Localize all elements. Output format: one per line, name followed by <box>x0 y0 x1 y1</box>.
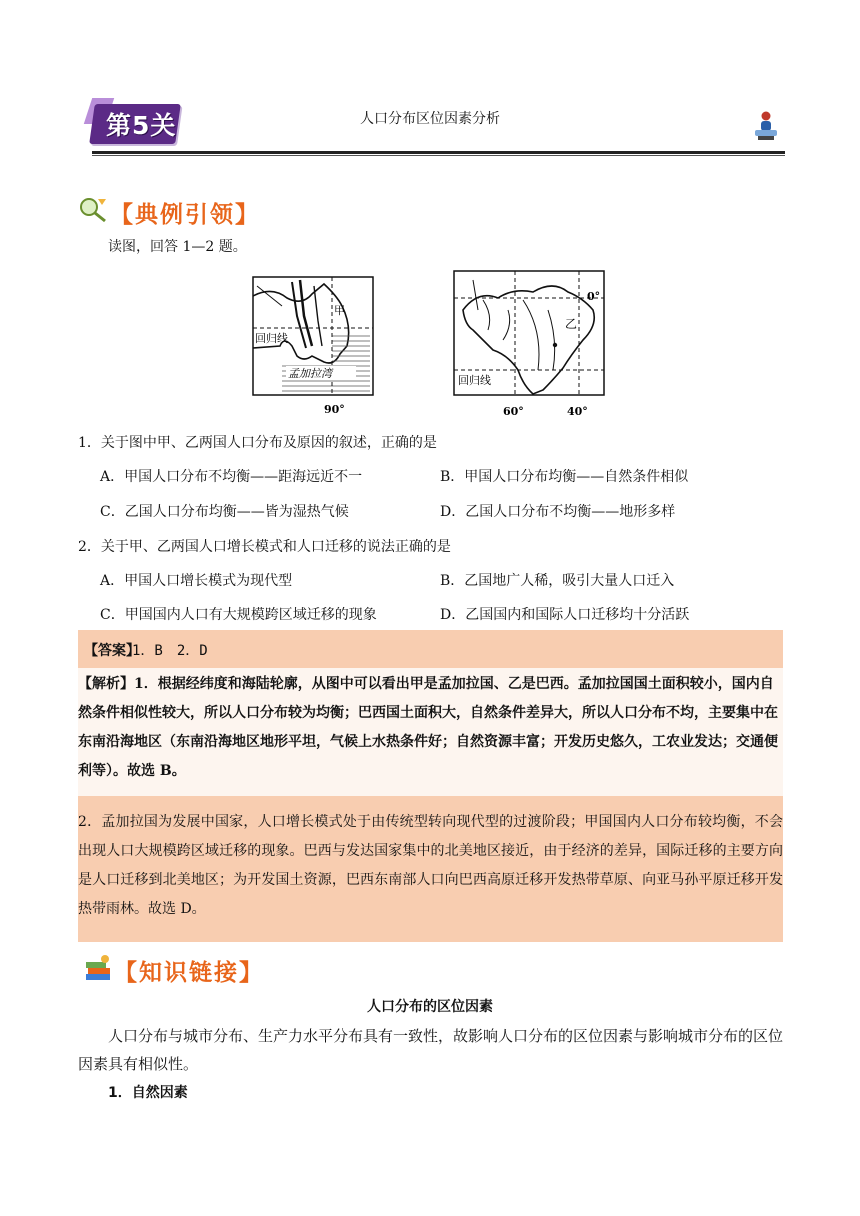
q1-option-a: A．甲国人口分布不均衡——距海远近不一 <box>100 469 363 485</box>
question-1-stem: 1．关于图中甲、乙两国人口分布及原因的叙述，正确的是 <box>78 435 437 451</box>
map2-label-lon1: 60° <box>503 405 524 418</box>
map-brazil <box>453 270 605 420</box>
q2-option-d: D．乙国国内和国际人口迁移均十分活跃 <box>440 607 690 623</box>
books-icon <box>84 954 114 982</box>
map2-label-equator: 0° <box>587 290 601 303</box>
q2-option-c: C．甲国国内人口有大规模跨区域迁移的现象 <box>100 607 377 623</box>
map2-label-country: 乙 <box>565 317 578 331</box>
answer-label: 【答案】 <box>84 643 140 659</box>
map1-label-tropic: 回归线 <box>255 332 288 345</box>
q2-option-b: B．乙国地广人稀，吸引大量人口迁入 <box>440 573 675 589</box>
section-title-examples: 【典例引领】 <box>110 202 260 228</box>
header-rule <box>92 151 785 154</box>
analysis-1 <box>78 670 783 786</box>
analysis-1-text: 1．根据经纬度和海陆轮廓，从图中可以看出甲是孟加拉国、乙是巴西。孟加拉国国土面积较小，国内自然条件相似性较大，所以人口分布较为均衡；巴西国土面积大，自然条件差异大，所以人口分布不均，主要集中在东南沿海地区（东南沿海地区地形平坦，气候上水热条件好；自然资源丰富；开发历史悠久，工农业发达；交通便利等）。故选 B。 <box>78 676 778 779</box>
map2-label-lon2: 40° <box>567 405 588 418</box>
level-badge-text: 第5关 <box>106 111 177 140</box>
knowledge-paragraph: 人口分布与城市分布、生产力水平分布具有一致性，故影响人口分布的区位因素与影响城市分布的区位因素具有相似性。 <box>78 1027 784 1073</box>
header-rule-thin <box>92 155 785 156</box>
knowledge-title: 人口分布的区位因素 <box>367 999 493 1015</box>
q2-option-a: A．甲国人口增长模式为现代型 <box>100 573 293 589</box>
question-2-stem: 2．关于甲、乙两国人口增长模式和人口迁移的说法正确的是 <box>78 539 451 555</box>
analysis-label: 【解析】 <box>78 676 134 692</box>
analysis-2: 2．孟加拉国为发展中国家，人口增长模式处于由传统型转向现代型的过渡阶段；甲国国内人口分布较均衡，不会出现人口大规模跨区域迁移的现象。巴西与发达国家集中的北美地区接近，由于经济的差异，国际迁移的主要方向是人口迁移到北美地区；为开发国土资源，巴西东南部人口向巴西高原迁移开发热带草原、向亚马孙平原迁移开发热带雨林。故选 D。 <box>78 814 783 917</box>
q1-option-d: D．乙国人口分布不均衡——地形多样 <box>440 504 676 520</box>
answer-value: 1．B 2．D <box>132 643 208 659</box>
q1-option-c: C．乙国人口分布均衡——皆为湿热气候 <box>100 504 349 520</box>
intro-text: 读图，回答 1—2 题。 <box>108 239 247 255</box>
map2-label-tropic: 回归线 <box>458 374 491 387</box>
map1-label-country: 甲 <box>334 304 345 317</box>
map-bangladesh <box>252 276 374 418</box>
section-title-knowledge: 【知识链接】 <box>114 960 264 986</box>
knowledge-subhead-natural: 1．自然因素 <box>108 1085 188 1101</box>
magnifier-icon <box>78 196 108 224</box>
map1-label-bay: 孟加拉湾 <box>288 367 332 380</box>
map1-label-lon: 90° <box>324 403 345 416</box>
reader-icon <box>752 110 780 142</box>
q1-option-b: B．甲国人口分布均衡——自然条件相似 <box>440 469 689 485</box>
page-title: 人口分布区位因素分析 <box>360 111 500 127</box>
